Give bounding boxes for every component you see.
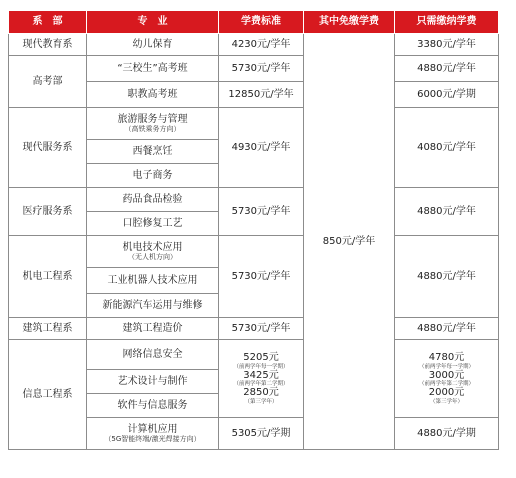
major-cell: “三校生”高考班 bbox=[87, 56, 219, 82]
standard-cell: 5305元/学期 bbox=[219, 418, 304, 450]
fee-table bbox=[8, 10, 499, 450]
pay-cell: 4880元/学期 bbox=[395, 418, 499, 450]
table-header-row bbox=[9, 11, 499, 34]
major-name: 机电技术应用 bbox=[122, 241, 183, 253]
standard-cell: 5730元/学年 bbox=[219, 56, 304, 82]
standard-cell: 4930元/学年 bbox=[219, 108, 304, 188]
table-row bbox=[9, 108, 499, 140]
pay-cell: 4880元/学年 bbox=[395, 236, 499, 318]
major-cell bbox=[87, 418, 219, 450]
major-name: 计算机应用 bbox=[127, 423, 178, 435]
major-cell: 软件与信息服务 bbox=[87, 394, 219, 418]
major-cell: 口腔修复工艺 bbox=[87, 212, 219, 236]
standard-cell bbox=[219, 340, 304, 418]
major-cell: 网络信息安全 bbox=[87, 340, 219, 370]
pay-cell: 3380元/学年 bbox=[395, 34, 499, 56]
standard-note-b: （前两学年第二学期） bbox=[233, 381, 289, 388]
major-cell: 艺术设计与制作 bbox=[87, 370, 219, 394]
pay-cell: 4080元/学年 bbox=[395, 108, 499, 188]
pay-amount-c: 2000元 bbox=[428, 387, 465, 399]
major-direction: （5G智能终端/激光焊接方向） bbox=[104, 435, 201, 444]
major-cell: 电子商务 bbox=[87, 164, 219, 188]
standard-cell: 5730元/学年 bbox=[219, 188, 304, 236]
exempt-cell: 850元/学年 bbox=[304, 34, 395, 450]
standard-cell: 5730元/学年 bbox=[219, 318, 304, 340]
pay-cell: 4880元/学年 bbox=[395, 318, 499, 340]
standard-cell: 4230元/学年 bbox=[219, 34, 304, 56]
standard-note-a: （前两学年每一学期） bbox=[233, 363, 289, 370]
header-major: 专 业 bbox=[87, 11, 219, 34]
major-cell bbox=[87, 236, 219, 268]
dept-cell: 机电工程系 bbox=[9, 236, 87, 318]
standard-amount-c: 2850元 bbox=[243, 387, 279, 399]
standard-amount-b: 3425元 bbox=[243, 369, 279, 381]
dept-cell: 现代服务系 bbox=[9, 108, 87, 188]
standard-amount-a: 5205元 bbox=[243, 352, 279, 364]
header-pay: 只需缴纳学费 bbox=[395, 11, 499, 34]
table-row bbox=[9, 340, 499, 370]
dept-cell: 高考部 bbox=[9, 56, 87, 108]
pay-cell: 4880元/学年 bbox=[395, 188, 499, 236]
major-cell: 西餐烹饪 bbox=[87, 140, 219, 164]
major-cell: 工业机器人技术应用 bbox=[87, 268, 219, 294]
major-cell bbox=[87, 108, 219, 140]
header-exempt: 其中免缴学费 bbox=[304, 11, 395, 34]
dept-cell: 现代教育系 bbox=[9, 34, 87, 56]
major-direction: （高铁乘务方向） bbox=[124, 125, 181, 134]
pay-cell bbox=[395, 340, 499, 418]
major-cell: 建筑工程造价 bbox=[87, 318, 219, 340]
header-standard: 学费标准 bbox=[219, 11, 304, 34]
pay-note-b: （前两学年第二学期） bbox=[418, 381, 474, 388]
dept-cell: 建筑工程系 bbox=[9, 318, 87, 340]
dept-cell: 信息工程系 bbox=[9, 340, 87, 450]
pay-amount-b: 3000元 bbox=[428, 369, 465, 381]
major-direction: （无人机方向） bbox=[128, 253, 177, 262]
table-row bbox=[9, 318, 499, 340]
pay-note-c: （第三学年） bbox=[429, 398, 463, 405]
pay-cell: 4880元/学年 bbox=[395, 56, 499, 82]
major-cell: 药品食品检验 bbox=[87, 188, 219, 212]
major-cell: 职教高考班 bbox=[87, 82, 219, 108]
standard-cell: 12850元/学年 bbox=[219, 82, 304, 108]
dept-cell: 医疗服务系 bbox=[9, 188, 87, 236]
table-row bbox=[9, 236, 499, 268]
pay-cell: 6000元/学期 bbox=[395, 82, 499, 108]
table-row bbox=[9, 188, 499, 212]
pay-note-a: （前两学年每一学期） bbox=[418, 363, 474, 370]
major-cell: 幼儿保育 bbox=[87, 34, 219, 56]
table-row bbox=[9, 56, 499, 82]
fee-table-container bbox=[8, 10, 498, 450]
table-row bbox=[9, 34, 499, 56]
standard-note-c: （第三学年） bbox=[244, 398, 278, 405]
pay-amount-a: 4780元 bbox=[428, 352, 465, 364]
major-cell: 新能源汽车运用与维修 bbox=[87, 294, 219, 318]
standard-cell: 5730元/学年 bbox=[219, 236, 304, 318]
major-name: 旅游服务与管理 bbox=[117, 113, 188, 125]
header-department: 系 部 bbox=[9, 11, 87, 34]
